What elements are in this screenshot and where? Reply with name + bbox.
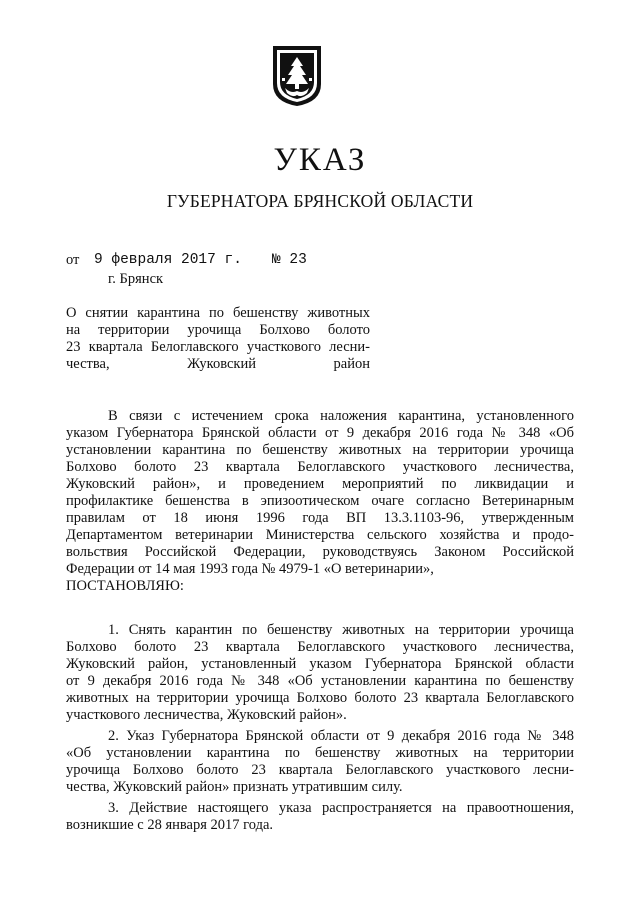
body-line: Болхово болото 23 квартала Белоглавского участкового лесничества, — [66, 459, 574, 475]
subject-line: на территории урочища Болхово болото — [66, 322, 370, 338]
body-line: указом Губернатора Брянской области от 9 декабря 2016 года № 348 «Об — [66, 425, 574, 441]
document-title: УКАЗ — [273, 142, 367, 178]
body-line: от 9 декабря 2016 года № 348 «Об установлении карантина по бешенству — [66, 673, 574, 689]
body-line: правилам от 18 июня 1996 года ВП 13.3.1103-96, утвержденным — [66, 510, 574, 526]
body-line: животных на территории урочища Болхово болото 23 квартала Белоглавского — [66, 690, 574, 706]
body-line: Жуковский район», и проведением мероприятий по ликвидации и — [66, 476, 574, 492]
body-line: Жуковский район, установленный указом Губернатора Брянской области — [66, 656, 574, 672]
subject-line: О снятии карантина по бешенству животных — [66, 305, 370, 321]
body-line: участкового лесничества, Жуковский район». — [66, 707, 347, 723]
body-line: Федерации от 14 мая 1993 года № 4979-1 «О ветеринарии», — [66, 561, 434, 577]
body-line: установлении карантина по бешенству животных на территории урочища — [66, 442, 574, 458]
date-prefix: от — [66, 252, 80, 268]
body-line: Департаментом ветеринарии Министерства сельского хозяйства и продо- — [66, 527, 574, 543]
body-line: 2. Указ Губернатора Брянской области от 9 декабря 2016 года № 348 — [108, 728, 574, 744]
document-subtitle: ГУБЕРНАТОРА БРЯНСКОЙ ОБЛАСТИ — [166, 191, 474, 211]
subject-line: чества, Жуковский район — [66, 356, 370, 372]
body-line: возникшие с 28 января 2017 года. — [66, 817, 274, 833]
body-line: В связи с истечением срока наложения карантина, установленного — [108, 408, 574, 424]
body-line: профилактике бешенства в эпизоотическом очаге согласно Ветеринарным — [66, 493, 574, 509]
document-date: 9 февраля 2017 г. — [94, 252, 242, 268]
document-city: г. Брянск — [108, 271, 164, 287]
body-line: чества, Жуковский район» признать утратившим силу. — [66, 779, 403, 795]
body-line: «Об установлении карантина по бешенству животных на территории — [66, 745, 574, 761]
subject-line: 23 квартала Белоглавского участкового лесни- — [66, 339, 370, 355]
body-line: вольствия Российской Федерации, руководствуясь Законом Российской — [66, 544, 574, 560]
coat-of-arms-emblem — [271, 44, 323, 108]
body-line: урочища Болхово болото 23 квартала Белоглавского участкового лесни- — [66, 762, 574, 778]
body-line: Болхово болото 23 квартала Белоглавского участкового лесничества, — [66, 639, 574, 655]
body-line: 1. Снять карантин по бешенству животных на территории урочища — [108, 622, 574, 638]
body-line: 3. Действие настоящего указа распространяется на правоотношения, — [108, 800, 574, 816]
decree-keyword: ПОСТАНОВЛЯЮ: — [66, 578, 184, 594]
document-number: № 23 — [272, 252, 307, 268]
